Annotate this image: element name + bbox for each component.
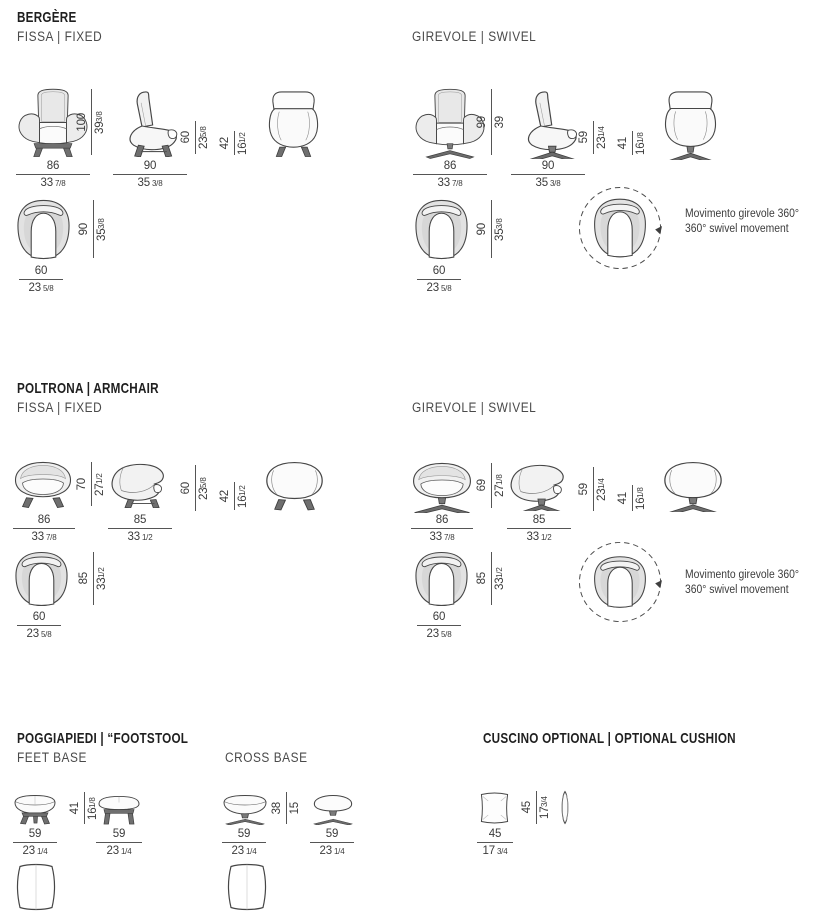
value-inches: 15	[289, 801, 301, 815]
value-inches: 33 1/2	[526, 531, 552, 543]
value-cm: 59	[28, 828, 42, 840]
value-inches: 353/8	[494, 217, 506, 241]
dim-bergere-swivel-front-height	[476, 89, 506, 155]
footstool-feet-top-view	[15, 862, 57, 913]
footstool-cross-top-view	[226, 862, 268, 913]
value-cm: 85	[78, 572, 90, 585]
dim-line	[286, 792, 287, 824]
dim-bergere-fixed-top-depth	[78, 200, 108, 258]
bergere-swivel-back-view	[663, 90, 718, 160]
dim-line	[195, 465, 196, 511]
value-cm: 59	[112, 828, 126, 840]
armchair-swivel-top-view	[413, 551, 470, 607]
value-cm: 60	[180, 131, 192, 144]
dim-line	[491, 200, 492, 258]
dim-armchair-swivel-top-width	[417, 611, 461, 641]
armchair-fixed-front-view	[13, 461, 73, 508]
armchair-fixed-side-view	[108, 462, 172, 508]
dim-line	[593, 121, 594, 154]
value-cm: 86	[46, 160, 60, 172]
dim-line	[91, 89, 92, 155]
value-cm: 90	[78, 222, 90, 236]
value-inches: 33 1/2	[127, 531, 153, 543]
dim-cushion-height	[521, 791, 551, 824]
value-inches: 23 5/8	[26, 628, 52, 640]
dim-bergere-fixed-front-height	[76, 89, 106, 155]
value-cm: 41	[69, 801, 81, 815]
dim-armchair-fixed-front-height	[76, 462, 106, 506]
dim-footstool-cross-front-width	[222, 828, 266, 858]
value-inches: 23 1/4	[231, 845, 257, 857]
dim-line	[491, 552, 492, 605]
dim-armchair-swivel-seat-height	[617, 485, 647, 511]
value-inches: 35 3/8	[137, 177, 163, 189]
value-cm: 69	[476, 479, 488, 492]
dim-line	[93, 552, 94, 605]
dim-armchair-fixed-side-depth	[108, 514, 172, 544]
bergere-fixed-side-view	[113, 90, 187, 157]
value-inches: 271/2	[94, 472, 106, 496]
value-inches: 161/8	[635, 131, 647, 155]
value-cm: 70	[76, 477, 88, 491]
value-cm: 42	[219, 136, 231, 150]
armchair-fixed-back-view	[264, 461, 325, 511]
dim-line	[491, 89, 492, 155]
value-cm: 45	[488, 828, 502, 840]
value-cm: 45	[521, 801, 533, 814]
dim-line	[491, 463, 492, 508]
dim-bergere-fixed-seat-back-height	[180, 121, 210, 154]
dim-armchair-fixed-seat-back-height	[180, 465, 210, 511]
value-cm: 38	[271, 801, 283, 815]
dim-cushion-width	[477, 828, 513, 858]
footstool-feet-side-view	[95, 795, 143, 825]
dim-line	[536, 791, 537, 824]
note-line-en: 360° swivel movement	[685, 584, 789, 596]
dim-armchair-swivel-top-depth	[476, 552, 506, 605]
dim-armchair-swivel-front-width	[411, 514, 473, 544]
value-cm: 59	[325, 828, 339, 840]
poltrona-swivel-label: GIREVOLE | SWIVEL	[412, 400, 537, 415]
value-cm: 59	[578, 482, 590, 496]
note-line-it: Movimento girevole 360°	[685, 569, 800, 581]
section-title-poggiapiedi: POGGIAPIEDI | “FOOTSTOOL	[17, 730, 189, 747]
value-inches: 393/8	[94, 110, 106, 134]
dim-bergere-swivel-front-width	[413, 160, 487, 190]
poltrona-fixed-label: FISSA | FIXED	[17, 400, 103, 415]
section-title-bergere: BERGÈRE	[17, 9, 77, 26]
value-cm: 41	[617, 136, 629, 150]
value-inches: 23 5/8	[426, 628, 452, 640]
dim-line	[93, 200, 94, 258]
value-cm: 60	[432, 265, 446, 277]
value-cm: 86	[443, 160, 457, 172]
footstool-cross-front-view	[222, 794, 268, 825]
value-cm: 60	[180, 481, 192, 495]
dim-footstool-feet-front-width	[13, 828, 57, 858]
value-inches: 33 7/8	[437, 177, 463, 189]
feet-base-label: FEET BASE	[17, 750, 87, 765]
dim-footstool-cross-side-width	[310, 828, 354, 858]
armchair-swivel-note	[685, 568, 799, 598]
value-inches: 35 3/8	[535, 177, 561, 189]
value-inches: 161/2	[237, 131, 249, 155]
value-cm: 85	[133, 514, 147, 526]
value-inches: 17 3/4	[482, 845, 508, 857]
dim-bergere-swivel-seat-height	[617, 131, 647, 155]
dim-line	[195, 121, 196, 154]
value-cm: 86	[37, 514, 51, 526]
value-inches: 161/2	[237, 484, 249, 508]
bergere-fixed-back-view	[267, 90, 320, 157]
dim-bergere-swivel-seat-back-height	[578, 121, 608, 154]
bergere-swivel-side-view	[511, 90, 587, 159]
dim-bergere-swivel-side-depth	[511, 160, 585, 190]
footstool-cross-side-view	[310, 794, 356, 825]
value-inches: 235/8	[198, 476, 210, 500]
bergere-swivel-rotation-diagram	[578, 186, 662, 270]
dim-bergere-swivel-top-width	[417, 265, 461, 295]
value-inches: 353/8	[96, 217, 108, 241]
value-inches: 271/8	[494, 474, 506, 497]
note-line-it: Movimento girevole 360°	[685, 208, 800, 220]
bergere-swivel-label: GIREVOLE | SWIVEL	[412, 29, 537, 44]
value-cm: 85	[476, 572, 488, 585]
bergere-swivel-top-view	[413, 199, 470, 260]
dim-line	[234, 482, 235, 510]
dim-armchair-fixed-top-width	[17, 611, 61, 641]
dim-line	[234, 131, 235, 155]
armchair-swivel-rotation-diagram	[578, 541, 662, 623]
dim-armchair-fixed-top-depth	[78, 552, 108, 605]
footstool-feet-front-view	[13, 794, 57, 825]
value-inches: 23 1/4	[22, 845, 48, 857]
dim-footstool-cross-height	[271, 792, 301, 824]
value-inches: 23 5/8	[426, 282, 452, 294]
value-inches: 331/2	[96, 567, 108, 590]
dim-line	[632, 485, 633, 511]
cushion-front-view	[479, 791, 510, 825]
value-inches: 23 1/4	[319, 845, 345, 857]
dim-line	[632, 131, 633, 155]
armchair-swivel-side-view	[507, 463, 572, 511]
value-inches: 33 7/8	[40, 177, 66, 189]
dim-armchair-fixed-seat-height	[219, 482, 249, 510]
section-title-poltrona: POLTRONA | ARMCHAIR	[17, 380, 159, 397]
value-inches: 231/4	[596, 126, 608, 149]
value-cm: 60	[432, 611, 446, 623]
value-inches: 39	[494, 115, 506, 129]
value-cm: 59	[578, 131, 590, 144]
value-inches: 161/8	[635, 486, 647, 510]
dim-bergere-fixed-seat-height	[219, 131, 249, 155]
dim-line	[593, 467, 594, 511]
dim-armchair-fixed-front-width	[13, 514, 75, 544]
value-cm: 42	[219, 489, 231, 503]
bergere-fixed-label: FISSA | FIXED	[17, 29, 103, 44]
bergere-swivel-note	[685, 207, 799, 237]
dim-footstool-feet-side-width	[96, 828, 142, 858]
value-inches: 33 7/8	[429, 531, 455, 543]
value-cm: 86	[435, 514, 449, 526]
dim-line	[84, 792, 85, 824]
armchair-fixed-top-view	[13, 551, 70, 607]
dim-armchair-swivel-seat-back-height	[578, 467, 608, 511]
value-cm: 100	[76, 112, 88, 132]
value-inches: 23 1/4	[106, 845, 132, 857]
bergere-fixed-top-view	[15, 199, 72, 260]
value-cm: 90	[541, 160, 555, 172]
section-title-cuscino: CUSCINO OPTIONAL | OPTIONAL CUSHION	[483, 730, 736, 747]
value-inches: 231/4	[596, 477, 608, 501]
value-cm: 59	[237, 828, 251, 840]
value-inches: 161/8	[87, 796, 99, 820]
cross-base-label: CROSS BASE	[225, 750, 308, 765]
dim-line	[91, 462, 92, 506]
armchair-swivel-front-view	[411, 462, 473, 513]
dim-bergere-fixed-side-depth	[113, 160, 187, 190]
dim-bergere-fixed-top-width	[19, 265, 63, 295]
value-cm: 99	[476, 115, 488, 129]
cushion-side-view	[557, 790, 573, 825]
dim-armchair-swivel-side-depth	[507, 514, 571, 544]
value-cm: 60	[32, 611, 46, 623]
armchair-swivel-back-view	[662, 461, 724, 512]
value-inches: 331/2	[494, 567, 506, 590]
value-inches: 173/4	[539, 796, 551, 819]
value-inches: 33 7/8	[31, 531, 57, 543]
value-cm: 90	[143, 160, 157, 172]
note-line-en: 360° swivel movement	[685, 223, 789, 235]
value-inches: 23 5/8	[28, 282, 54, 294]
value-cm: 60	[34, 265, 48, 277]
value-cm: 41	[617, 491, 629, 505]
dim-bergere-swivel-top-depth	[476, 200, 506, 258]
value-cm: 90	[476, 222, 488, 236]
dim-bergere-fixed-front-width	[16, 160, 90, 190]
dim-armchair-swivel-front-height	[476, 463, 506, 508]
value-cm: 85	[532, 514, 546, 526]
value-inches: 235/8	[198, 126, 210, 149]
